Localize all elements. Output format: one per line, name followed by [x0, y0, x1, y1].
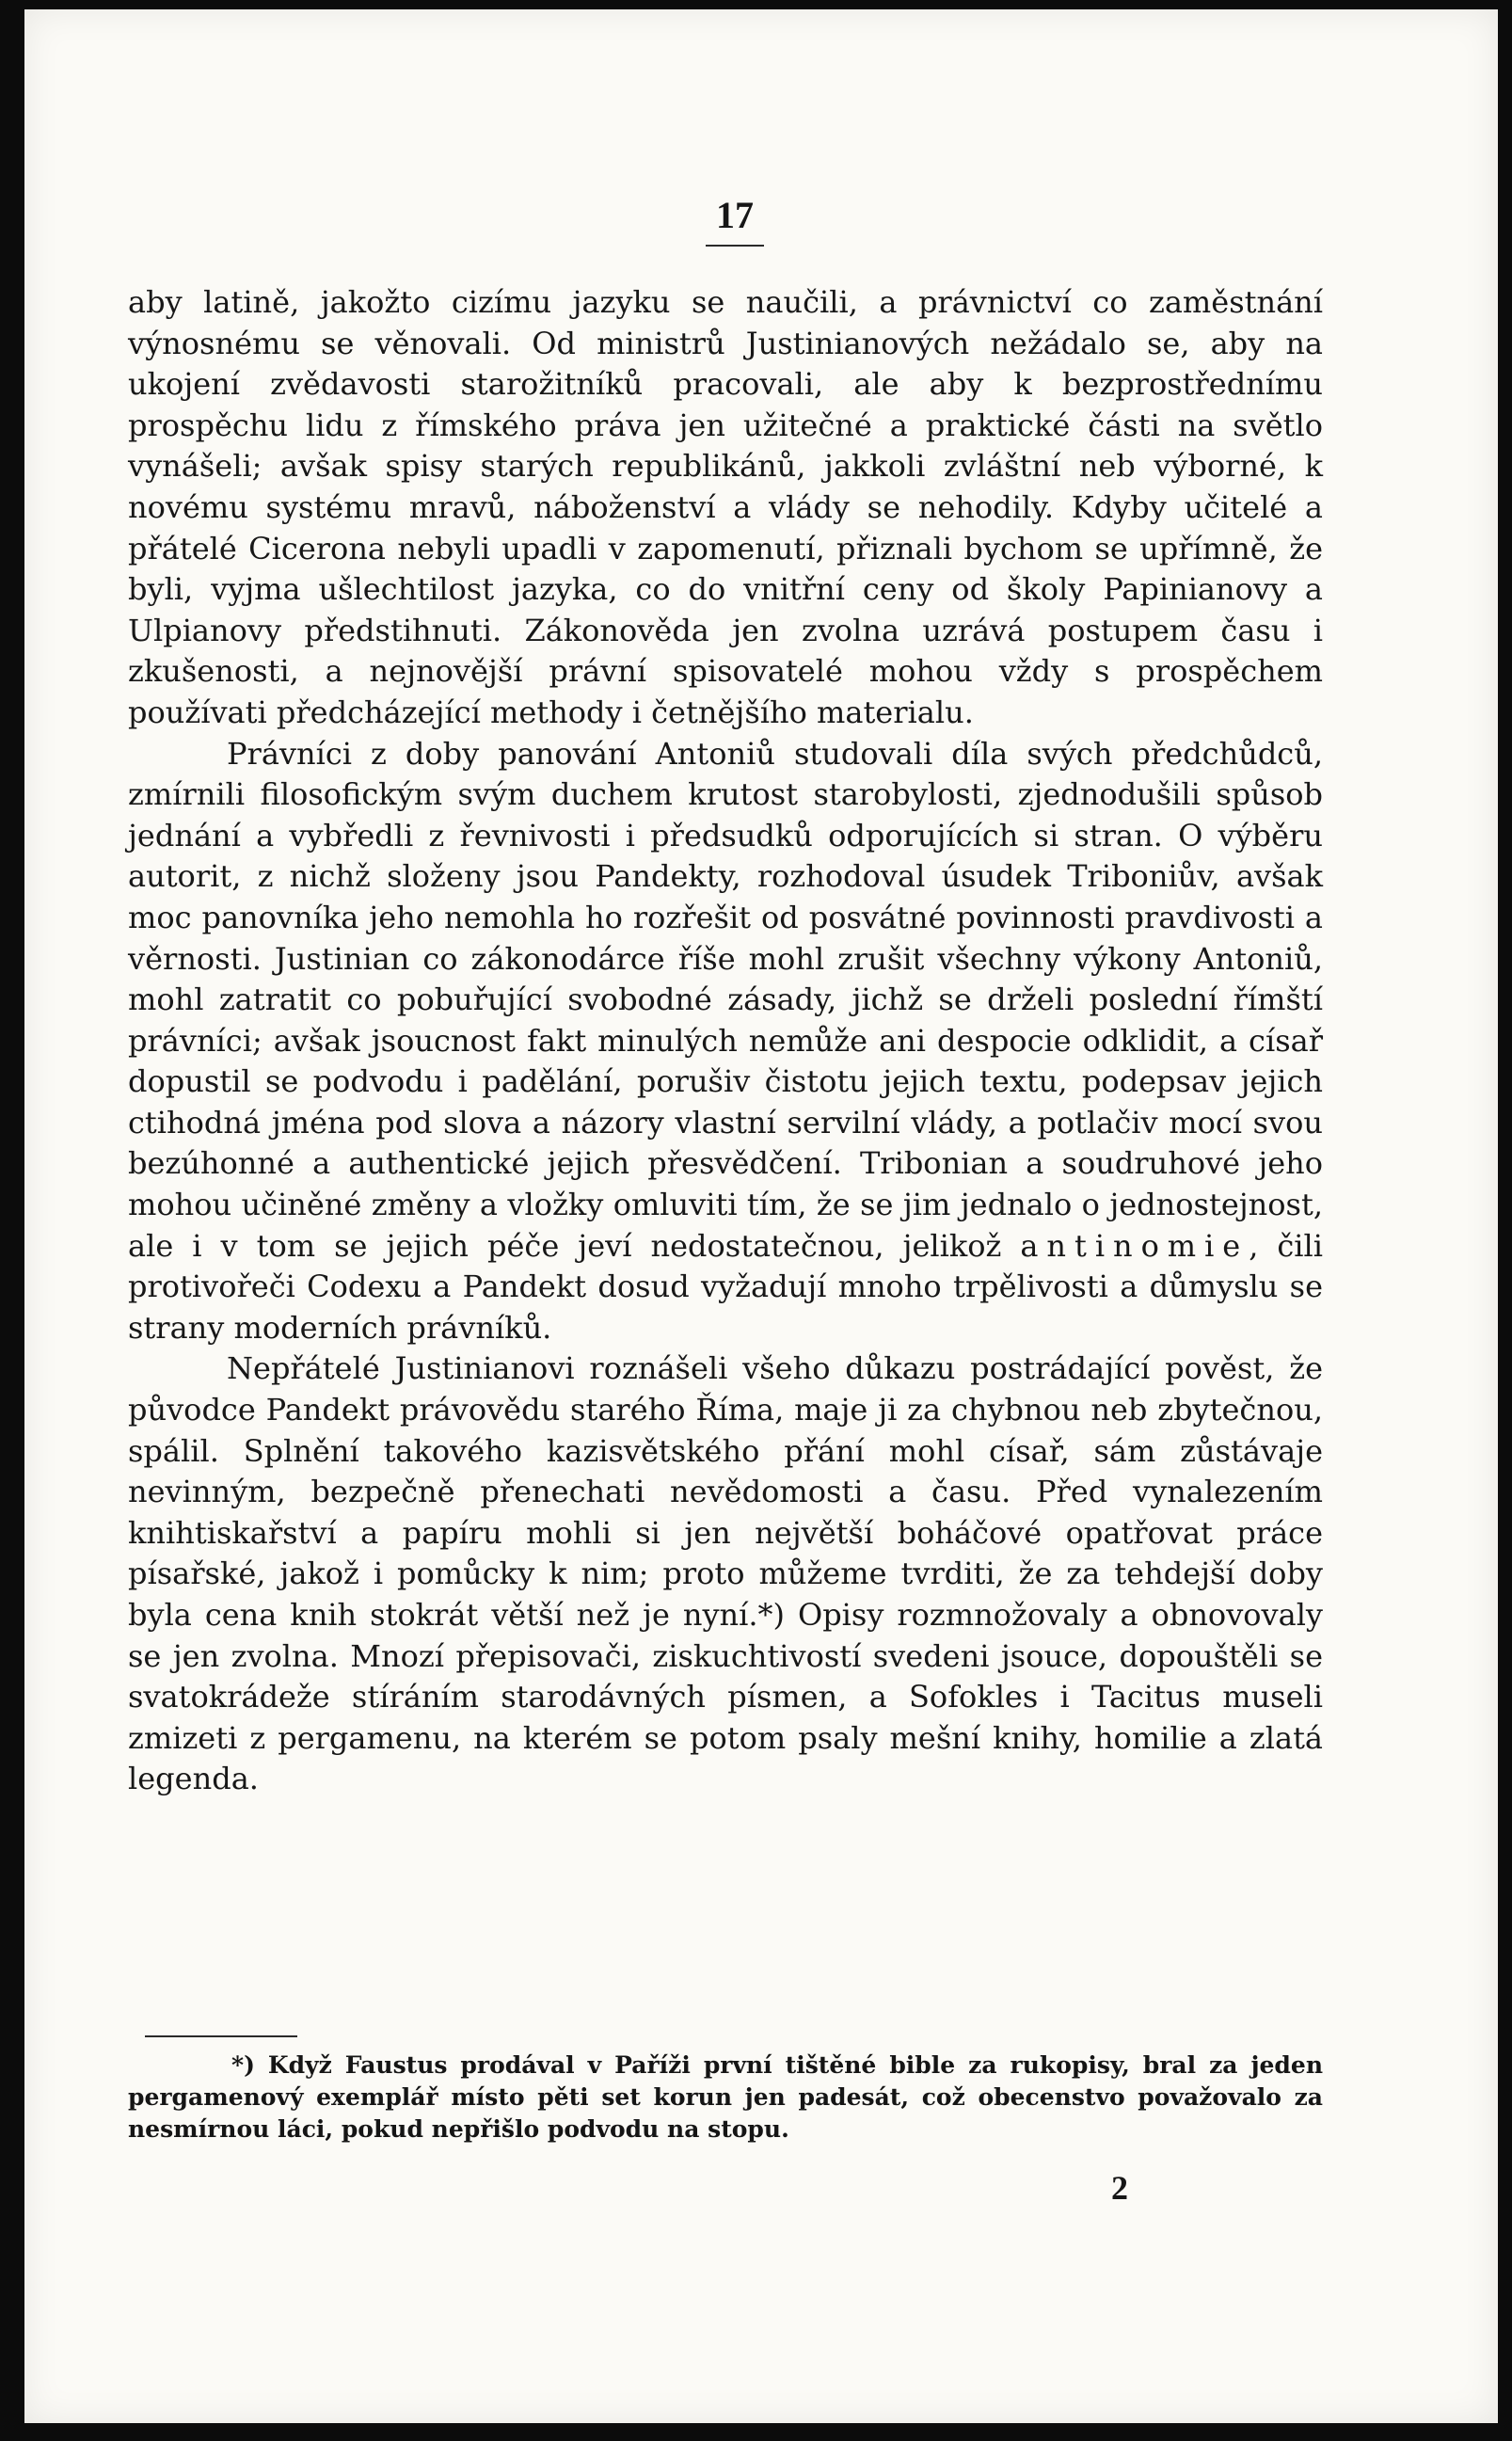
paragraph-2-part-1: Právníci z doby panování Antoniů studovali díla svých předchůdců, zmírnili filosofickým svým duchem krutost starobylosti, zjednodušili spůsob jednání a vybředli z řevnivosti i předsudků odporujících si stran. O výběru autorit, z nichž složeny jsou Pandekty, rozhodoval úsudek Triboniův, avšak moc panovníka jeho nemohla ho rozřešit od posvátné povinnosti pravdivosti a věrnosti. Justinian co zákonodárce říše mohl zrušit všechny výkony Antoniů, mohl zatratit co pobuřující svobodné zásady, jichž se drželi poslední římští právníci; avšak jsoucnost fakt minulých nemůže ani despocie odklidit, a císař dopustil se podvodu i padělání, porušiv čistotu jejich textu, podepsav jejich ctihodná jména pod slova a názory vlastní servilní vlády, a potlačiv mocí svou bezúhonné a authentické jejich přesvědčení. Tribonian a soudruhové jeho mohou učiněné změny a vložky omluviti tím, že se jim jednalo o jednostejnost, ale i v tom se jejich péče jeví nedostatečnou, jelikož [128, 735, 1323, 1264]
paragraph-1: aby latině, jakožto cizímu jazyku se naučili, a právnictví co zaměstnání výnosnému se věnovali. Od ministrů Justinianových nežádalo se, aby na ukojení zvědavosti starožitníků pracovali, ale aby k bezprostřednímu prospěchu lidu z římského práva jen užitečné a praktické části na světlo vynášeli; avšak spisy starých republikánů, jakkoli zvláštní neb výborné, k novému systému mravů, náboženství a vlády se nehodily. Kdyby učitelé a přátelé Cicerona nebyli upadli v zapomenutí, přiznali bychom se upřímně, že byli, vyjma ušlechtilost jazyka, co do vnitřní ceny od školy Papinianovy a Ulpianovy předstihnuti. Zákonověda jen zvolna uzrává postupem času i zkušenosti, a nejnovější právní spisovatelé mohou vždy s prospěchem používati předcházející methody i četnějšího materialu. [128, 284, 1323, 730]
footnote [128, 2050, 1323, 2146]
paragraph-3: Nepřátelé Justinianovi roznášeli všeho důkazu postrádající pověst, že původce Pandekt právovědu starého Říma, maje ji za chybnou neb zbytečnou, spálil. Splnění takového kazisvětského přání mohl císař, sám zůstávaje nevinným, bezpečně přenechati nevědomosti a času. Před vynalezením knihtiskařství a papíru mohli si jen největší boháčové opatřovat práce písařské, jakož i pomůcky k nim; proto můžeme tvrditi, že za tehdejší doby byla cena knih stokrát větší než je nyní.*) Opisy rozmnožovaly a obnovovaly se jen zvolna. Mnozí přepisovači, ziskuchtivostí svedeni jsouce, dopouštěli se svatokrádeže stíráním starodávných písmen, a Sofokles i Tacitus museli zmizeti z pergamenu, na kterém se potom psaly mešní knihy, homilie a zlatá legenda. [128, 1350, 1323, 1797]
emphasized-word-antinomie: antinomie [1020, 1227, 1249, 1264]
book-page [24, 9, 1498, 2423]
footnote-divider [145, 2035, 297, 2037]
paragraph-2-part-2: , čili protivořeči Codexu a Pandekt dosud vyžadují mnoho trpělivosti a důmyslu se strany moderních právníků. [128, 1227, 1324, 1346]
paragraph-2 [128, 734, 1323, 1349]
footnote-text: *) Když Faustus prodával v Paříži první tištěné bible za rukopisy, bral za jeden pergamenový exemplář místo pěti set korun jen padesát, což obecenstvo považovalo za nesmírnou láci, pokud nepřišlo podvodu na stopu. [128, 2051, 1323, 2143]
signature-mark: 2 [1111, 2169, 1128, 2207]
page-number: 17 [706, 193, 764, 247]
main-text [128, 282, 1323, 1800]
